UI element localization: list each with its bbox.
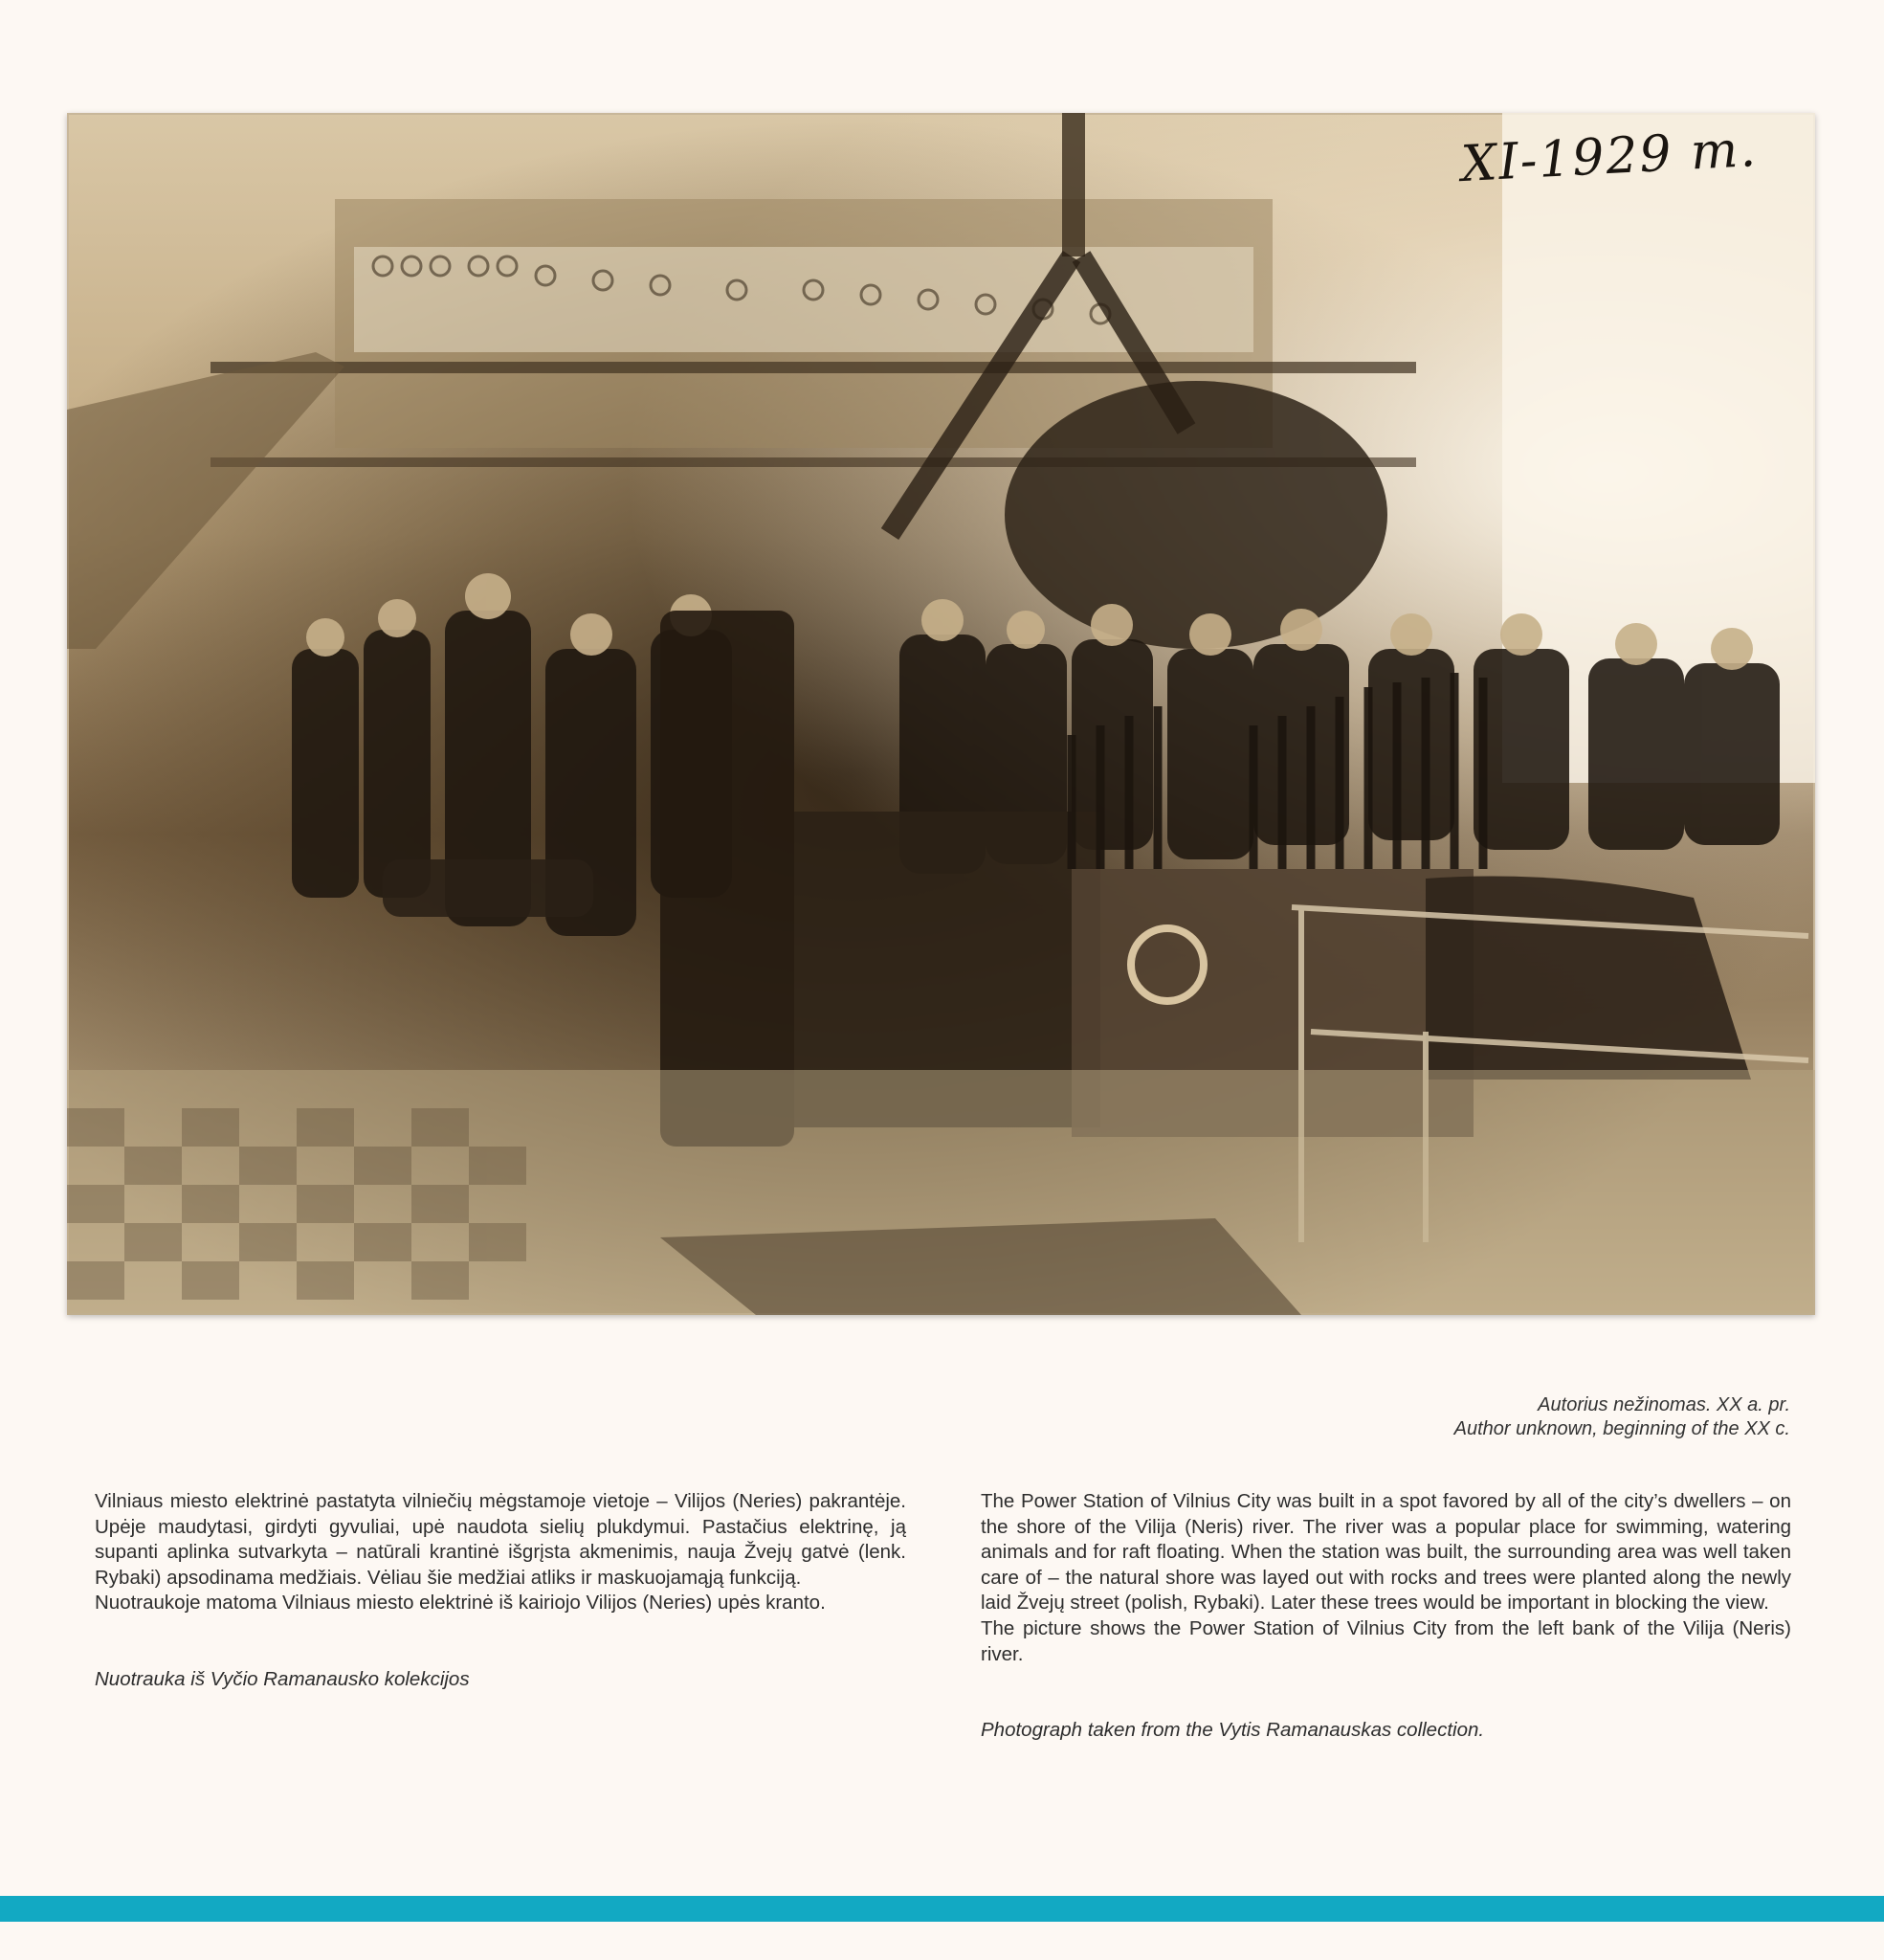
en-paragraph-1: The Power Station of Vilnius City was built in a spot favored by all of the city’s dwellers – on the shore of the Vilija (Neris) river. The river was a popular place for swimming, watering animals and for raft floating. When the station was built, the surrounding area was well taken care of – the natural shore was layed out with rocks and trees were planted along the newly laid Žvejų street (polish, Rybaki). Later these trees would be important in blocking the view. bbox=[981, 1490, 1791, 1615]
lithuanian-column bbox=[95, 1489, 906, 1693]
lt-source: Nuotrauka iš Vyčio Ramanausko kolekcijos bbox=[95, 1667, 470, 1690]
bottom-accent-bar bbox=[0, 1896, 1884, 1922]
historic-photo bbox=[67, 113, 1815, 1315]
en-source: Photograph taken from the Vytis Ramanauskas collection. bbox=[981, 1719, 1485, 1742]
photo-illustration bbox=[67, 113, 1815, 1315]
lt-paragraph-2: Nuotraukoje matoma Vilniaus miesto elektrinė iš kairiojo Vilijos (Neries) upės kranto. bbox=[95, 1592, 826, 1615]
english-column bbox=[981, 1489, 1791, 1744]
lt-paragraph-1: Vilniaus miesto elektrinė pastatyta vilniečių mėgstamoje vietoje – Vilijos (Neries) pakrantėje. Upėje maudytasi, girdyti gyvuliai, upė naudota sielių plukdymui. Pastačius elektrinę, ją supanti aplinka sutvarkyta – natūrali krantinė išgrįsta akmenimis, nauja Žvejų gatvė (lenk. Rybaki) apsodinama medžiais. Vėliau šie medžiai atliks ir maskuojamąją funkciją. bbox=[95, 1490, 906, 1589]
credit-en: Author unknown, beginning of the XX c. bbox=[1453, 1418, 1790, 1439]
photo-credit bbox=[1454, 1393, 1790, 1441]
handwritten-date: XI-1929 m. bbox=[1459, 120, 1760, 194]
en-paragraph-2: The picture shows the Power Station of Vilnius City from the left bank of the Vilija (Neris) river. bbox=[981, 1616, 1791, 1665]
credit-lt: Autorius nežinomas. XX a. pr. bbox=[1538, 1394, 1790, 1415]
